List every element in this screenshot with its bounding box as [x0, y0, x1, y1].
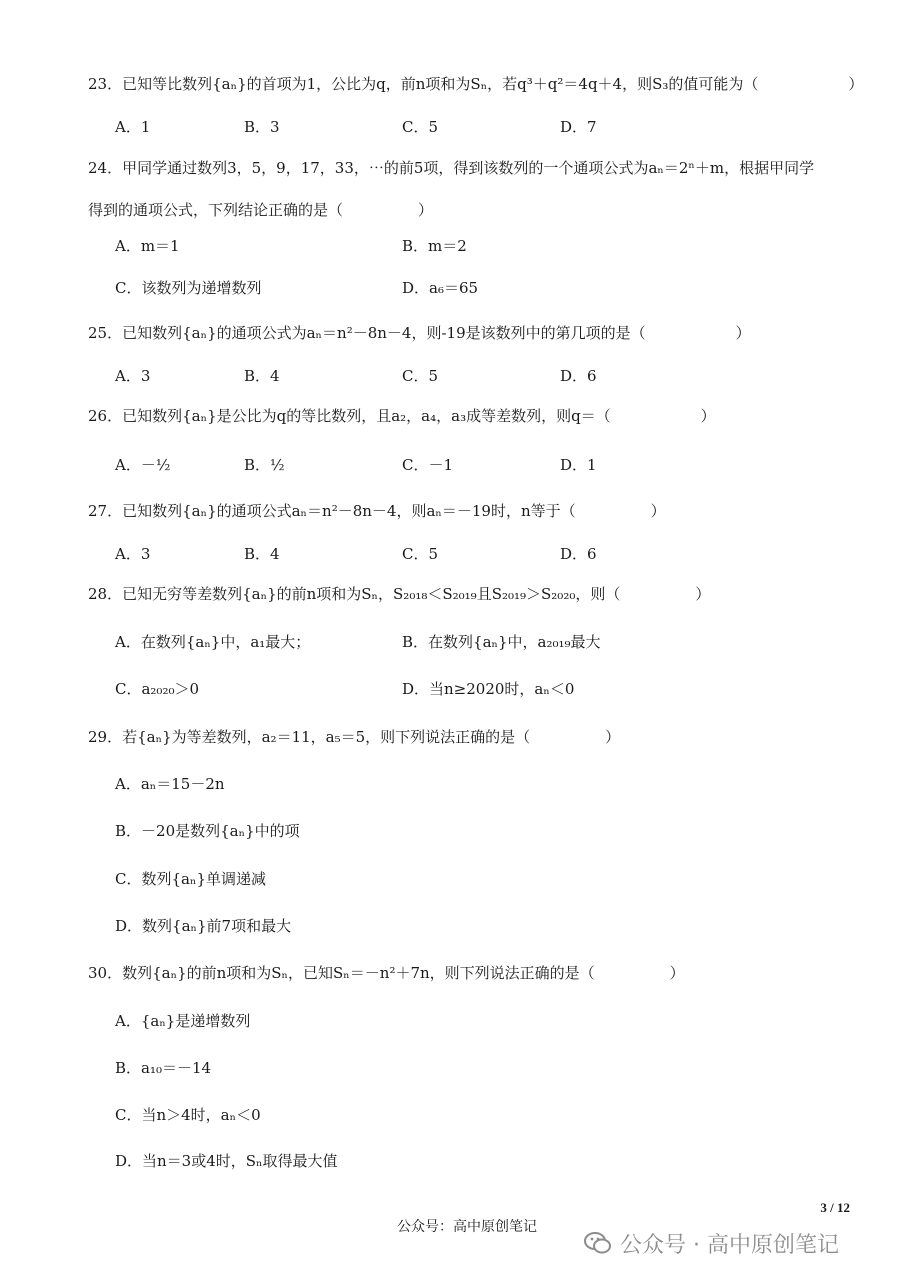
- q28-option-a: A．在数列{aₙ}中，a₁最大；: [115, 633, 311, 651]
- q23-option-a: A．1: [115, 118, 151, 136]
- q29-option-d: D．数列{aₙ}前7项和最大: [115, 917, 292, 935]
- q24-option-a: A．m＝1: [115, 237, 180, 255]
- q28-option-c: C．a₂₀₂₀＞0: [115, 680, 200, 698]
- q24-option-c: C．该数列为递增数列: [115, 279, 262, 297]
- question-29: 29．若{aₙ}为等差数列，a₂＝11，a₅＝5，则下列说法正确的是（ ）: [88, 728, 621, 746]
- question-27: 27．已知数列{aₙ}的通项公式aₙ＝n²－8n－4，则aₙ＝－19时，n等于（ ）: [88, 502, 666, 520]
- q25-option-c: C．5: [402, 367, 439, 385]
- wechat-icon: [584, 1231, 612, 1255]
- question-26: 26．已知数列{aₙ}是公比为q的等比数列，且a₂，a₄，a₃成等差数列，则q＝（ ）: [88, 407, 716, 425]
- q29-option-c: C．数列{aₙ}单调递减: [115, 870, 266, 888]
- q29-option-b: B．－20是数列{aₙ}中的项: [115, 822, 300, 840]
- q24-option-b: B．m＝2: [402, 237, 467, 255]
- q26-option-c: C．－1: [402, 456, 454, 474]
- page-number: 3 / 12: [820, 1200, 850, 1215]
- q30-option-c: C．当n＞4时，aₙ＜0: [115, 1106, 261, 1124]
- q29-option-a: A．aₙ＝15－2n: [115, 775, 225, 793]
- q23-option-b: B．3: [244, 118, 280, 136]
- q25-option-d: D．6: [560, 367, 597, 385]
- question-28: 28．已知无穷等差数列{aₙ}的前n项和为Sₙ，S₂₀₁₈＜S₂₀₁₉且S₂₀₁₉＞S₂₀₂₀，则（ ）: [88, 585, 711, 603]
- q27-option-d: D．6: [560, 545, 597, 563]
- footer-account: 公众号：高中原创笔记: [397, 1219, 537, 1235]
- question-23: 23．已知等比数列{aₙ}的首项为1，公比为q，前n项和为Sₙ，若q³＋q²＝4q＋4，则S₃的值可能为（ ）: [88, 75, 864, 93]
- question-24-continued: 得到的通项公式，下列结论正确的是（ ）: [88, 201, 434, 219]
- q27-option-b: B．4: [244, 545, 280, 563]
- q24-option-d: D．a₆＝65: [402, 279, 479, 297]
- question-25: 25．已知数列{aₙ}的通项公式为aₙ＝n²－8n－4，则-19是该数列中的第几项的是（ ）: [88, 324, 751, 342]
- q30-option-a: A．{aₙ}是递增数列: [115, 1012, 251, 1030]
- watermark: [584, 1226, 839, 1260]
- q23-option-d: D．7: [560, 118, 597, 136]
- q25-option-b: B．4: [244, 367, 280, 385]
- q30-option-b: B．a₁₀＝－14: [115, 1059, 212, 1077]
- q23-option-c: C．5: [402, 118, 439, 136]
- q30-option-d: D．当n＝3或4时，Sₙ取得最大值: [115, 1152, 338, 1170]
- question-24: 24．甲同学通过数列3，5，9，17，33，⋯的前5项，得到该数列的一个通项公式为aₙ＝2ⁿ＋m，根据甲同学: [88, 159, 815, 177]
- watermark-text: 公众号 · 高中原创笔记: [620, 1232, 839, 1258]
- q28-option-b: B．在数列{aₙ}中，a₂₀₁₉最大: [402, 633, 601, 651]
- q26-option-a: A．－½: [115, 456, 171, 474]
- q27-option-a: A．3: [115, 545, 151, 563]
- q25-option-a: A．3: [115, 367, 151, 385]
- q28-option-d: D．当n≥2020时，aₙ＜0: [402, 680, 575, 698]
- q26-option-d: D．1: [560, 456, 597, 474]
- q26-option-b: B．½: [244, 456, 285, 474]
- q27-option-c: C．5: [402, 545, 439, 563]
- question-30: 30．数列{aₙ}的前n项和为Sₙ，已知Sₙ＝－n²＋7n，则下列说法正确的是（ ）: [88, 964, 685, 982]
